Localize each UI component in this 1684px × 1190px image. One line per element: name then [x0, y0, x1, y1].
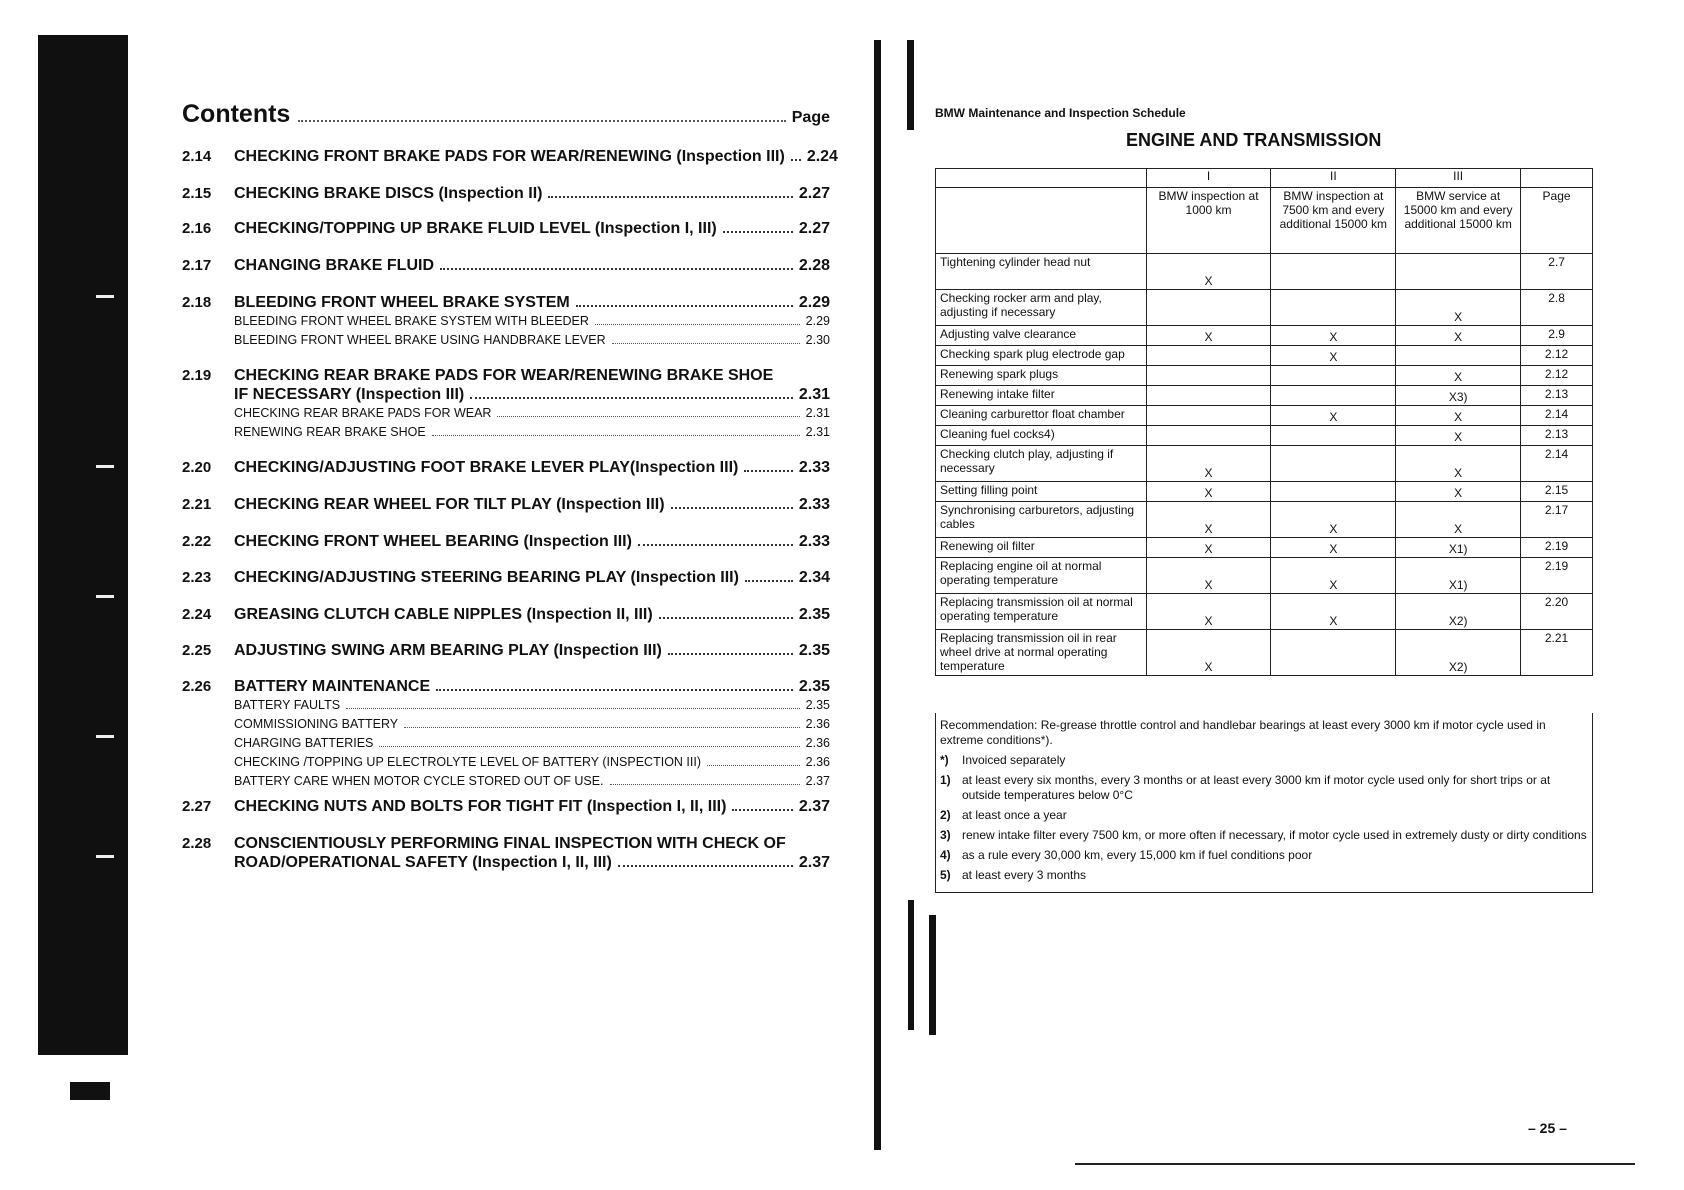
page-number: – 25 –	[1528, 1120, 1567, 1136]
task-cell: Setting filling point	[936, 482, 1147, 502]
binding-mark	[70, 1082, 110, 1100]
page-cell: 2.13	[1521, 426, 1593, 446]
footnote-key: 1)	[940, 773, 951, 787]
header-blank	[936, 188, 1147, 254]
inspection-ii-cell	[1271, 290, 1396, 326]
entry-title: CHECKING/ADJUSTING FOOT BRAKE LEVER PLAY(Inspection III)	[234, 459, 739, 476]
footnote	[940, 773, 1588, 803]
page-cell: 2.12	[1521, 346, 1593, 366]
entry-number: 2.14	[182, 148, 212, 165]
inspection-iii-cell	[1396, 254, 1521, 290]
toc-entry	[182, 532, 830, 551]
page-column-header: Page	[1521, 188, 1593, 254]
page-cell: 2.20	[1521, 594, 1593, 630]
schedule-title: BMW Maintenance and Inspection Schedule	[935, 106, 1186, 120]
inspection-i-cell: X	[1146, 446, 1271, 482]
inspection-i-cell: X	[1146, 558, 1271, 594]
toc-subentry	[234, 734, 830, 753]
entry-title: ADJUSTING SWING ARM BEARING PLAY (Inspection III)	[234, 642, 662, 659]
inspection-ii-cell	[1271, 630, 1396, 676]
footnote-text: at least every 3 months	[962, 868, 1087, 882]
entry-number: 2.17	[182, 257, 212, 274]
inspection-iii-cell: X1)	[1396, 538, 1521, 558]
task-cell: Renewing oil filter	[936, 538, 1147, 558]
entry-number: 2.15	[182, 185, 212, 202]
toc-subentry	[234, 753, 830, 772]
leader-dots	[346, 708, 800, 709]
leader-dots	[745, 580, 793, 582]
page-cell: 2.21	[1521, 630, 1593, 676]
toc-entry	[182, 677, 830, 791]
inspection-ii-cell: X	[1271, 558, 1396, 594]
page-cell: 2.14	[1521, 446, 1593, 482]
inspection-iii-cell	[1396, 346, 1521, 366]
gutter-mark	[929, 915, 936, 1035]
entry-title: CHECKING REAR BRAKE PADS FOR WEAR/RENEWING BRAKE SHOE	[234, 367, 774, 384]
page-cell: 2.14	[1521, 406, 1593, 426]
toc-subentry	[234, 331, 830, 350]
subentry-title: BLEEDING FRONT WHEEL BRAKE SYSTEM WITH BLEEDER	[234, 314, 589, 328]
entry-title: CHECKING FRONT WHEEL BEARING (Inspection III)	[234, 533, 632, 550]
schedule-row	[936, 538, 1593, 558]
inspection-iii-cell: X1)	[1396, 558, 1521, 594]
entry-title: CONSCIENTIOUSLY PERFORMING FINAL INSPECTION WITH CHECK OF	[234, 835, 786, 852]
toc-entry	[182, 495, 830, 514]
inspection-ii-cell: X	[1271, 346, 1396, 366]
leader-dots	[440, 268, 793, 270]
page-cell: 2.13	[1521, 386, 1593, 406]
leader-dots	[659, 617, 793, 619]
page-cell: 2.7	[1521, 254, 1593, 290]
inspection-schedule-table	[935, 168, 1593, 676]
entry-title: CHECKING/ADJUSTING STEERING BEARING PLAY (Inspection III)	[234, 569, 739, 586]
subentry-title: CHARGING BATTERIES	[234, 736, 374, 750]
toc-entry	[182, 568, 830, 587]
toc-entry	[182, 366, 830, 442]
toc-subentry	[234, 696, 830, 715]
inspection-i-cell: X	[1146, 482, 1271, 502]
subentry-title: CHECKING REAR BRAKE PADS FOR WEAR	[234, 406, 492, 420]
schedule-row	[936, 630, 1593, 676]
leader-dots	[404, 727, 800, 728]
inspection-ii-cell: X	[1271, 406, 1396, 426]
entry-number: 2.16	[182, 220, 212, 237]
entry-number: 2.20	[182, 459, 212, 476]
subentry-page: 2.36	[805, 736, 830, 750]
contents-heading	[182, 100, 830, 129]
footnote-text: renew intake filter every 7500 km, or more often if necessary, if motor cycle used in extremely dusty or dirty conditions	[962, 828, 1587, 842]
entry-number: 2.24	[182, 606, 212, 623]
leader-dots	[612, 343, 800, 344]
inspection-ii-cell: X	[1271, 594, 1396, 630]
toc-subentry	[234, 404, 830, 423]
schedule-row	[936, 366, 1593, 386]
footnotes	[940, 753, 1588, 883]
page-cell: 2.12	[1521, 366, 1593, 386]
inspection-ii-description: BMW inspection at 7500 km and every additional 15000 km	[1271, 188, 1396, 254]
schedule-notes	[935, 713, 1593, 893]
schedule-row	[936, 426, 1593, 446]
leader-dots	[610, 784, 800, 785]
entry-page: 2.37	[798, 854, 830, 871]
footnote	[940, 868, 1588, 883]
inspection-iii-cell: X	[1396, 426, 1521, 446]
inspection-iii-cell: X2)	[1396, 594, 1521, 630]
contents-title: Contents	[182, 100, 291, 128]
header-blank	[1521, 169, 1593, 188]
toc-subentry	[234, 312, 830, 331]
subentry-title: BLEEDING FRONT WHEEL BRAKE USING HANDBRAKE LEVER	[234, 333, 606, 347]
inspection-iii-cell: X	[1396, 502, 1521, 538]
entry-title-continued: ROAD/OPERATIONAL SAFETY (Inspection I, II, III)	[234, 854, 612, 871]
entry-number: 2.28	[182, 835, 212, 852]
schedule-row	[936, 558, 1593, 594]
toc-entry	[182, 219, 830, 238]
subentry-page: 2.31	[805, 425, 830, 439]
leader-dots	[432, 435, 800, 436]
toc-entry	[182, 293, 830, 350]
inspection-i-cell	[1146, 366, 1271, 386]
page-cell: 2.19	[1521, 558, 1593, 594]
task-cell: Replacing transmission oil at normal operating temperature	[936, 594, 1147, 630]
task-cell: Checking spark plug electrode gap	[936, 346, 1147, 366]
entry-page: 2.35	[798, 642, 830, 659]
page-cell: 2.8	[1521, 290, 1593, 326]
entry-page: 2.28	[798, 257, 830, 274]
inspection-ii-header: II	[1271, 169, 1396, 188]
inspection-ii-cell	[1271, 366, 1396, 386]
entry-number: 2.18	[182, 294, 212, 311]
subentry-title: CHECKING /TOPPING UP ELECTROLYTE LEVEL OF BATTERY (INSPECTION III)	[234, 755, 701, 769]
entry-title-continued: IF NECESSARY (Inspection III)	[234, 386, 465, 403]
page-cell: 2.15	[1521, 482, 1593, 502]
entry-number: 2.22	[182, 533, 212, 550]
leader-dots	[707, 765, 800, 766]
task-cell: Replacing transmission oil in rear wheel drive at normal operating temperature	[936, 630, 1147, 676]
subentry-page: 2.35	[805, 698, 830, 712]
inspection-iii-cell: X2)	[1396, 630, 1521, 676]
inspection-iii-cell: X	[1396, 290, 1521, 326]
recommendation: Recommendation: Re-grease throttle control and handlebar bearings at least every 3000 km if motor cycle used in extreme conditions*).	[940, 718, 1546, 747]
entry-page: 2.33	[798, 533, 830, 550]
leader-dots	[791, 159, 801, 161]
inspection-iii-cell: X	[1396, 326, 1521, 346]
schedule-row	[936, 326, 1593, 346]
inspection-ii-cell: X	[1271, 538, 1396, 558]
gutter-mark	[908, 900, 914, 1030]
entry-number: 2.23	[182, 569, 212, 586]
toc-entry	[182, 834, 830, 872]
inspection-iii-description: BMW service at 15000 km and every additional 15000 km	[1396, 188, 1521, 254]
task-cell: Cleaning carburettor float chamber	[936, 406, 1147, 426]
bottom-rule	[1075, 1163, 1635, 1165]
subentry-title: BATTERY FAULTS	[234, 698, 341, 712]
entry-page: 2.35	[798, 606, 830, 623]
entry-number: 2.19	[182, 367, 212, 384]
inspection-i-cell	[1146, 386, 1271, 406]
inspection-ii-cell: X	[1271, 326, 1396, 346]
schedule-row	[936, 502, 1593, 538]
task-cell: Checking clutch play, adjusting if necessary	[936, 446, 1147, 482]
inspection-i-cell: X	[1146, 594, 1271, 630]
inspection-iii-cell: X	[1396, 406, 1521, 426]
toc-entry	[182, 256, 830, 275]
entry-page: 2.24	[806, 148, 838, 165]
leader-dots	[723, 231, 793, 233]
entry-page: 2.33	[798, 459, 830, 476]
footnote	[940, 848, 1588, 863]
footnote-key: *)	[940, 753, 949, 767]
toc-subentry	[234, 715, 830, 734]
leader-dots	[595, 324, 800, 325]
inspection-i-cell: X	[1146, 630, 1271, 676]
section-title: ENGINE AND TRANSMISSION	[1126, 130, 1382, 150]
footnote-text: at least every six months, every 3 months or at least every 3000 km if motor cycle used only for short trips or at outside temperatures below 0°C	[962, 773, 1551, 802]
footnote-text: as a rule every 30,000 km, every 15,000 km if fuel conditions poor	[962, 848, 1313, 862]
footnote-text: at least once a year	[962, 808, 1067, 822]
leader-dots	[298, 120, 785, 122]
schedule-row	[936, 386, 1593, 406]
subentry-page: 2.30	[805, 333, 830, 347]
entry-title: CHECKING FRONT BRAKE PADS FOR WEAR/RENEWING (Inspection III)	[234, 148, 785, 165]
entry-number: 2.21	[182, 496, 212, 513]
inspection-iii-cell: X	[1396, 446, 1521, 482]
entry-title: CHECKING/TOPPING UP BRAKE FLUID LEVEL (Inspection I, III)	[234, 220, 717, 237]
toc-entry	[182, 641, 830, 660]
entry-page: 2.27	[798, 185, 830, 202]
leader-dots	[744, 470, 793, 472]
inspection-ii-cell	[1271, 446, 1396, 482]
entry-title: CHECKING BRAKE DISCS (Inspection II)	[234, 185, 543, 202]
inspection-i-cell: X	[1146, 254, 1271, 290]
leader-dots	[668, 653, 793, 655]
toc-entry	[182, 797, 830, 816]
inspection-i-cell: X	[1146, 538, 1271, 558]
toc-subentry	[234, 772, 830, 791]
task-cell: Adjusting valve clearance	[936, 326, 1147, 346]
inspection-iii-cell: X	[1396, 366, 1521, 386]
task-cell: Renewing spark plugs	[936, 366, 1147, 386]
inspection-i-cell: X	[1146, 326, 1271, 346]
leader-dots	[497, 416, 799, 417]
schedule-row	[936, 594, 1593, 630]
inspection-i-cell: X	[1146, 502, 1271, 538]
leader-dots	[618, 865, 793, 867]
entry-page: 2.35	[798, 678, 830, 695]
subentry-title: BATTERY CARE WHEN MOTOR CYCLE STORED OUT OF USE.	[234, 774, 604, 788]
leader-dots	[732, 809, 792, 811]
footnote-key: 4)	[940, 848, 951, 862]
toc-entry	[182, 605, 830, 624]
inspection-iii-header: III	[1396, 169, 1521, 188]
inspection-i-cell	[1146, 406, 1271, 426]
schedule-row	[936, 346, 1593, 366]
page-cell: 2.19	[1521, 538, 1593, 558]
entry-title: GREASING CLUTCH CABLE NIPPLES (Inspection II, III)	[234, 606, 653, 623]
page-column-label: Page	[791, 109, 830, 126]
footnote-text: Invoiced separately	[962, 753, 1066, 767]
inspection-i-cell	[1146, 426, 1271, 446]
inspection-i-header: I	[1146, 169, 1271, 188]
toc-subentry	[234, 423, 830, 442]
schedule-row	[936, 290, 1593, 326]
page-cell: 2.9	[1521, 326, 1593, 346]
subentry-page: 2.36	[805, 755, 830, 769]
footnote	[940, 753, 1588, 768]
toc-entry	[182, 147, 838, 166]
entry-title: BATTERY MAINTENANCE	[234, 678, 431, 695]
footnote-key: 2)	[940, 808, 951, 822]
inspection-i-cell	[1146, 290, 1271, 326]
subentry-title: RENEWING REAR BRAKE SHOE	[234, 425, 426, 439]
task-cell: Checking rocker arm and play, adjusting if necessary	[936, 290, 1147, 326]
schedule-row	[936, 446, 1593, 482]
subentry-page: 2.37	[805, 774, 830, 788]
schedule-row	[936, 406, 1593, 426]
leader-dots	[576, 305, 793, 307]
inspection-iii-cell: X	[1396, 482, 1521, 502]
subentry-page: 2.29	[805, 314, 830, 328]
entry-title: CHECKING REAR WHEEL FOR TILT PLAY (Inspection III)	[234, 496, 665, 513]
gutter-mark	[907, 40, 914, 130]
entry-page: 2.33	[798, 496, 830, 513]
toc-entry	[182, 184, 830, 203]
task-cell: Tightening cylinder head nut	[936, 254, 1147, 290]
footnote	[940, 828, 1588, 843]
header-blank	[936, 169, 1147, 188]
task-cell: Cleaning fuel cocks4)	[936, 426, 1147, 446]
inspection-ii-cell	[1271, 482, 1396, 502]
task-cell: Replacing engine oil at normal operating temperature	[936, 558, 1147, 594]
inspection-ii-cell	[1271, 386, 1396, 406]
leader-dots	[638, 544, 793, 546]
toc-entry	[182, 458, 830, 477]
entry-page: 2.29	[798, 294, 830, 311]
entry-title: BLEEDING FRONT WHEEL BRAKE SYSTEM	[234, 294, 570, 311]
task-cell: Renewing intake filter	[936, 386, 1147, 406]
page-cell: 2.17	[1521, 502, 1593, 538]
entry-number: 2.26	[182, 678, 212, 695]
inspection-iii-cell: X3)	[1396, 386, 1521, 406]
subentry-page: 2.36	[805, 717, 830, 731]
leader-dots	[671, 507, 793, 509]
entry-title: CHANGING BRAKE FLUID	[234, 257, 434, 274]
page-gutter	[874, 40, 881, 1150]
leader-dots	[470, 397, 793, 399]
inspection-i-description: BMW inspection at 1000 km	[1146, 188, 1271, 254]
leader-dots	[436, 689, 793, 691]
subentry-page: 2.31	[805, 406, 830, 420]
schedule-row	[936, 482, 1593, 502]
entry-page: 2.27	[798, 220, 830, 237]
binding-strip	[38, 35, 128, 1055]
entry-number: 2.25	[182, 642, 212, 659]
schedule-row	[936, 254, 1593, 290]
inspection-i-cell	[1146, 346, 1271, 366]
leader-dots	[548, 196, 792, 198]
inspection-ii-cell: X	[1271, 502, 1396, 538]
inspection-ii-cell	[1271, 254, 1396, 290]
task-cell: Synchronising carburetors, adjusting cables	[936, 502, 1147, 538]
entry-page: 2.37	[798, 798, 830, 815]
footnote-key: 3)	[940, 828, 951, 842]
entry-page: 2.34	[798, 569, 830, 586]
leader-dots	[379, 746, 799, 747]
footnote-key: 5)	[940, 868, 951, 882]
footnote	[940, 808, 1588, 823]
entry-title: CHECKING NUTS AND BOLTS FOR TIGHT FIT (Inspection I, II, III)	[234, 798, 727, 815]
entry-number: 2.27	[182, 798, 212, 815]
entry-page: 2.31	[798, 386, 830, 403]
subentry-title: COMMISSIONING BATTERY	[234, 717, 399, 731]
inspection-ii-cell	[1271, 426, 1396, 446]
